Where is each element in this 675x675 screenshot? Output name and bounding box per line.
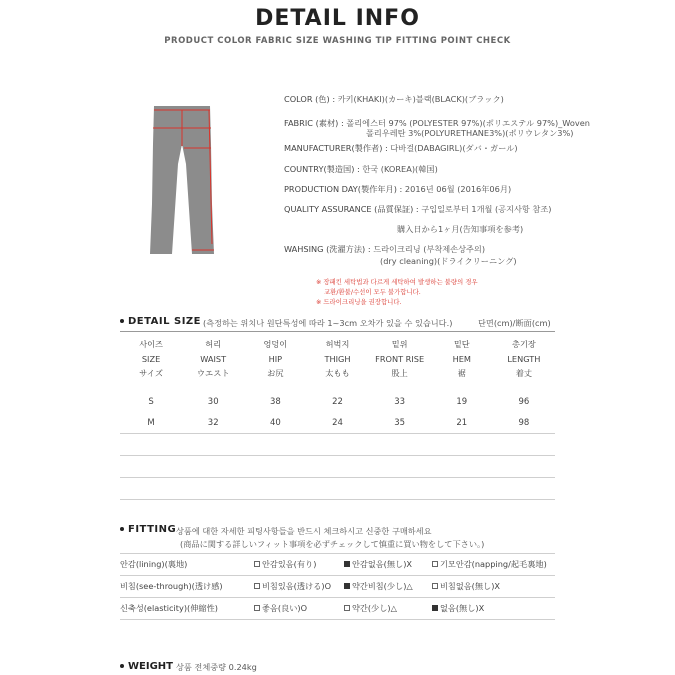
fitting-note: 상품에 대한 자세한 피팅사항들을 반드시 체크하시고 신중한 구매하세요 (176, 526, 432, 536)
page-title: DETAIL INFO (255, 6, 420, 31)
detail-size-note: (측정하는 위치나 원단특성에 따라 1~3cm 오차가 있을 수 있습니다.) (203, 318, 453, 328)
checkbox (254, 605, 260, 611)
fitting-row-lining: 안감(lining)(裏地) 안감있음(有り) 안감없음(無し)X 기모안감(napping/起毛裏地) (120, 559, 547, 569)
bullet-icon (120, 319, 124, 323)
table-line (120, 455, 555, 456)
table-line (120, 477, 555, 478)
info-manufacturer: MANUFACTURER(製作者) : 다바걸(DABAGIRL)(ダバ・ガール) (284, 143, 518, 153)
checkbox (254, 561, 260, 567)
detail-size-unit: 단면(cm)/断面(cm) (478, 318, 551, 328)
fitting-row-see-through: 비침(see-through)(透け感) 비침있음(透ける)O 약간비침(少し)△ 비침없음(無し)X (120, 581, 501, 591)
fitting-row-elasticity: 신축성(elasticity)(伸縮性) 좋음(良い)O 약간(少し)△ 없음(無し)X (120, 603, 485, 613)
info-color: COLOR (色) : 카키(KHAKI)(カーキ)블랙(BLACK)(ブラック) (284, 94, 504, 104)
divider (120, 331, 555, 332)
checkbox (432, 561, 438, 567)
checkbox (344, 605, 350, 611)
info-washing-2: (dry cleaning)(ドライクリーニング) (380, 256, 517, 266)
washing-warning: ※ 장패킨 세탁법과 다르게 세탁하여 발생하는 불량의 경우 교환/환불/수선이 모두 불가합니다. ※ 드라이크리닝을 권장합니다. (316, 278, 478, 306)
checkbox-checked (344, 561, 350, 567)
page-subtitle: PRODUCT COLOR FABRIC SIZE WASHING TIP FITTING POINT CHECK (164, 36, 511, 46)
divider (120, 553, 555, 554)
bullet-icon (120, 527, 124, 531)
size-header-jp: サイズ ウエスト お尻 太もも 股上 裾 着丈 (139, 367, 533, 378)
info-country: COUNTRY(製造国) : 한국 (KOREA)(韓国) (284, 164, 438, 174)
size-table (120, 337, 555, 433)
checkbox (432, 583, 438, 589)
info-washing: WAHSING (洗濯方法) : 드라이크리닝 (부착제손상주의) (284, 244, 486, 254)
divider (120, 575, 555, 576)
info-fabric-2: 폴리우레탄 3%(POLYURETHANE3%)(ポリウレタン3%) (366, 128, 574, 138)
pants-illustration (148, 104, 218, 256)
info-quality: QUALITY ASSURANCE (品質保証) : 구입일로부터 1개월 (공지사항 참조) (284, 204, 552, 214)
info-fabric: FABRIC (素材) : 폴리에스터 97% (POLYESTER 97%)(ポリエステル 97%)_Woven (284, 118, 590, 128)
info-quality-2: 購入日から1ヶ月(告知事項を参考) (397, 224, 524, 234)
fitting-note-jp: (商品に関する詳しいフィット事項を必ずチェックして慎重に買い物をして下さい。) (180, 539, 485, 549)
weight-value: 상품 전체중량 0.24kg (176, 662, 257, 672)
table-line (120, 433, 555, 434)
table-row: S 30 38 22 33 19 96 (148, 396, 530, 407)
detail-size-heading: DETAIL SIZE (120, 316, 201, 327)
divider (120, 619, 555, 620)
bullet-icon (120, 664, 124, 668)
fitting-heading: FITTING (120, 524, 176, 535)
size-header-en: SIZE WAIST HIP THIGH FRONT RISE HEM LENGTH (141, 353, 541, 364)
size-header-ko: 사이즈 허리 엉덩이 허벅지 밑위 밑단 총기장 (139, 338, 536, 349)
checkbox-checked (344, 583, 350, 589)
divider (120, 597, 555, 598)
table-line (120, 499, 555, 500)
table-row: M 32 40 24 35 21 98 (147, 417, 530, 428)
checkbox-checked (432, 605, 438, 611)
info-production-day: PRODUCTION DAY(製作年月) : 2016년 06월 (2016年06月) (284, 184, 512, 194)
checkbox (254, 583, 260, 589)
weight-heading: WEIGHT (120, 661, 173, 672)
